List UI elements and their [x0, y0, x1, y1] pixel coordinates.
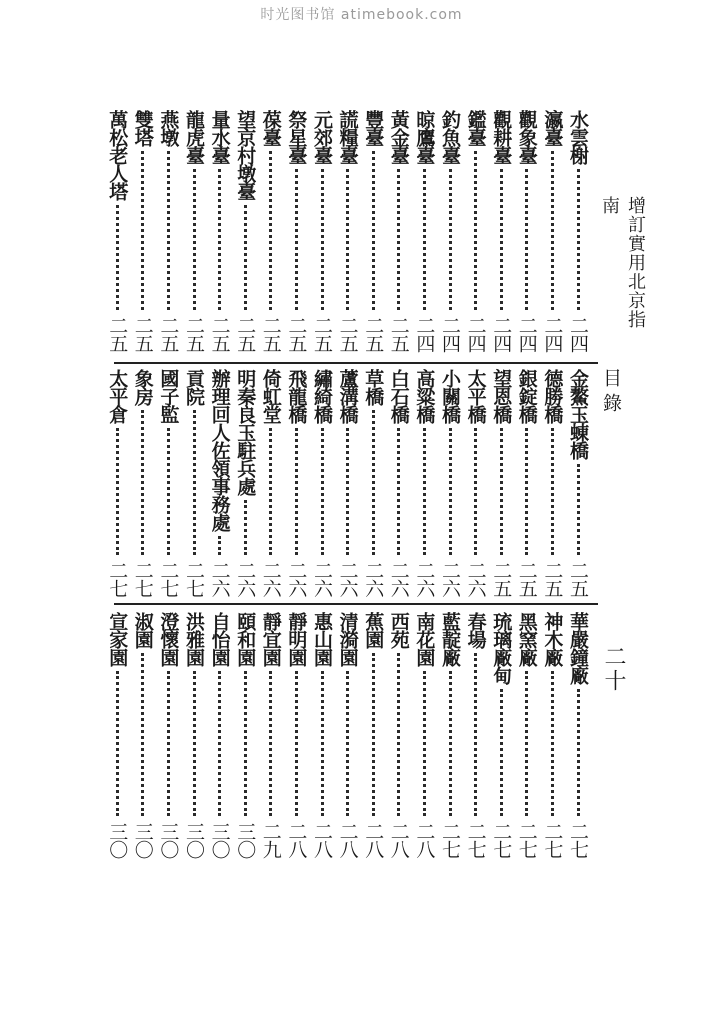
toc-entry-title: 惠山園 — [311, 612, 333, 666]
toc-entry-page: 二八 — [362, 822, 385, 858]
toc-entry-page: 二五 — [567, 561, 589, 597]
toc-entry — [464, 612, 488, 858]
toc-entry — [259, 612, 283, 858]
dot-leader — [397, 428, 400, 555]
toc-entry — [489, 369, 513, 597]
dot-leader — [423, 169, 426, 310]
toc-entry-title: 春場 — [464, 612, 487, 648]
dot-leader — [577, 464, 580, 555]
toc-entry — [156, 369, 180, 597]
dot-leader — [244, 671, 247, 816]
toc-entry — [515, 369, 539, 597]
toc-entry — [131, 612, 155, 858]
toc-entry — [182, 612, 206, 858]
toc-entry-page: 二八 — [285, 822, 308, 858]
toc-entry — [566, 369, 590, 597]
toc-entry-title: 小關橋 — [439, 369, 461, 423]
dot-leader — [500, 428, 503, 555]
dot-leader — [141, 653, 144, 816]
toc-entry-page: 三〇 — [183, 822, 205, 858]
dot-leader — [295, 671, 298, 816]
toc-entry-page: 二六 — [387, 561, 410, 597]
toc-entry-page: 二九 — [259, 822, 282, 858]
dot-leader — [167, 671, 170, 816]
toc-band-1 — [0, 110, 723, 352]
dot-leader — [346, 428, 349, 555]
toc-entry-title: 貢院 — [183, 369, 205, 405]
toc-entry-page: 二六 — [362, 561, 385, 597]
dot-leader — [321, 169, 324, 310]
dot-leader — [449, 169, 452, 310]
toc-entry — [259, 369, 283, 597]
toc-entry — [361, 110, 385, 352]
toc-entry — [515, 110, 539, 352]
toc-entry — [540, 612, 564, 858]
toc-entry-page: 二八 — [336, 822, 359, 858]
toc-entry — [464, 369, 488, 597]
toc-entry-page: 二五 — [234, 316, 257, 352]
toc-entry — [336, 369, 360, 597]
toc-entry-title: 草橋 — [362, 369, 385, 405]
toc-entry-title: 高粱橋 — [413, 369, 436, 423]
dot-leader — [397, 653, 400, 816]
toc-entry-page: 二五 — [490, 561, 513, 597]
toc-entry — [156, 110, 180, 352]
toc-entry-title: 望京村墩臺 — [234, 110, 257, 200]
toc-entry-title: 神木廠 — [541, 612, 564, 666]
toc-entry — [156, 612, 180, 858]
toc-entry-title: 雙塔 — [131, 110, 154, 146]
toc-entry-page: 二五 — [362, 316, 385, 352]
toc-entry-title: 宣家園 — [106, 612, 129, 666]
toc-entry-page: 二七 — [515, 822, 538, 858]
section-divider-bottom — [114, 603, 598, 605]
toc-entry — [310, 110, 334, 352]
dot-leader — [397, 169, 400, 310]
toc-entry-title: 龍虎臺 — [183, 110, 205, 164]
toc-entry-title: 白石橋 — [387, 369, 410, 423]
toc-entry — [233, 110, 257, 352]
toc-entry-page: 二五 — [311, 316, 333, 352]
toc-entry-title: 西苑 — [387, 612, 410, 648]
toc-entry-title: 辦理回人佐領事務處 — [208, 369, 231, 531]
toc-entry-page: 二七 — [183, 561, 205, 597]
toc-entry — [438, 612, 462, 858]
toc-entry-page: 二四 — [413, 316, 436, 352]
toc-entry-title: 澄懷園 — [157, 612, 180, 666]
toc-entry — [131, 110, 155, 352]
toc-entry-page: 三〇 — [157, 822, 180, 858]
toc-entry — [182, 110, 206, 352]
toc-entry — [438, 110, 462, 352]
dot-leader — [449, 428, 452, 555]
toc-entry — [540, 110, 564, 352]
dot-leader — [244, 500, 247, 555]
toc-entry — [310, 369, 334, 597]
toc-entry-title: 清漪園 — [336, 612, 359, 666]
toc-entry-title: 觀象臺 — [515, 110, 538, 164]
toc-entry-title: 明秦良玉駐兵處 — [234, 369, 257, 495]
toc-entry-title: 萬松老人塔 — [106, 110, 129, 200]
dot-leader — [372, 151, 375, 310]
toc-entry — [284, 110, 308, 352]
toc-entry — [105, 612, 129, 858]
toc-entry — [361, 612, 385, 858]
dot-leader — [577, 689, 580, 816]
dot-leader — [295, 169, 298, 310]
toc-entry-title: 太平橋 — [464, 369, 487, 423]
toc-entry-title: 國子監 — [157, 369, 180, 423]
toc-entry — [387, 612, 411, 858]
toc-entry — [464, 110, 488, 352]
toc-entry-page: 二七 — [490, 822, 513, 858]
toc-entry-page: 二六 — [311, 561, 333, 597]
toc-entry-page: 二八 — [413, 822, 436, 858]
toc-entry — [284, 612, 308, 858]
toc-entry — [412, 612, 436, 858]
dot-leader — [116, 671, 119, 816]
toc-entry-page: 三〇 — [106, 822, 129, 858]
dot-leader — [244, 205, 247, 310]
dot-leader — [577, 169, 580, 310]
dot-leader — [500, 689, 503, 816]
toc-entry-page: 二七 — [439, 822, 461, 858]
dot-leader — [372, 653, 375, 816]
toc-entry — [412, 110, 436, 352]
toc-entry-page: 二六 — [208, 561, 231, 597]
toc-entry-title: 謊糧臺 — [336, 110, 359, 164]
dot-leader — [321, 671, 324, 816]
dot-leader — [551, 428, 554, 555]
toc-entry-title: 量水臺 — [208, 110, 231, 164]
dot-leader — [372, 410, 375, 555]
toc-entry-title: 德勝橋 — [541, 369, 564, 423]
toc-entry-title: 象房 — [131, 369, 154, 405]
toc-entry — [131, 369, 155, 597]
dot-leader — [346, 671, 349, 816]
toc-entry-title: 瀛臺 — [541, 110, 564, 146]
dot-leader — [116, 205, 119, 310]
dot-leader — [193, 671, 196, 816]
dot-leader — [269, 671, 272, 816]
toc-entry-title: 洪雅園 — [183, 612, 205, 666]
toc-entry-page: 二四 — [490, 316, 513, 352]
toc-entry-page: 二四 — [567, 316, 589, 352]
toc-entry-title: 釣魚臺 — [439, 110, 461, 164]
toc-entry-title: 蕉園 — [362, 612, 385, 648]
dot-leader — [193, 410, 196, 555]
toc-entry-title: 鑑臺 — [464, 110, 487, 146]
toc-entry-title: 葆臺 — [259, 110, 282, 146]
dot-leader — [295, 428, 298, 555]
dot-leader — [551, 671, 554, 816]
toc-entry-page: 二五 — [336, 316, 359, 352]
toc-band-3 — [0, 612, 723, 858]
dot-leader — [218, 169, 221, 310]
running-title: 增訂實用北京指南 — [599, 196, 646, 329]
toc-entry-page: 二七 — [567, 822, 589, 858]
toc-entry — [105, 369, 129, 597]
toc-band-2 — [0, 369, 723, 597]
toc-entry — [412, 369, 436, 597]
toc-entry-title: 華嚴鐘廠 — [567, 612, 589, 684]
toc-entry-page: 三〇 — [208, 822, 231, 858]
toc-entry — [566, 612, 590, 858]
toc-entry-page: 二五 — [183, 316, 205, 352]
toc-entry — [208, 369, 232, 597]
toc-entry-title: 飛龍橋 — [285, 369, 308, 423]
toc-entry-title: 藍靛廠 — [439, 612, 461, 666]
toc-entry-page: 二五 — [106, 316, 129, 352]
toc-entry-title: 琉璃廠甸 — [490, 612, 513, 684]
toc-entry-page: 二七 — [541, 822, 564, 858]
toc-entry-page: 二八 — [311, 822, 333, 858]
toc-entry-page: 二六 — [439, 561, 461, 597]
toc-entry-title: 晾鷹臺 — [413, 110, 436, 164]
toc-entry-title: 南花園 — [413, 612, 436, 666]
toc-entry-title: 頤和園 — [234, 612, 257, 666]
toc-entry-page: 二六 — [234, 561, 257, 597]
toc-entry — [233, 369, 257, 597]
dot-leader — [218, 536, 221, 555]
toc-entry-page: 二五 — [131, 316, 154, 352]
toc-entry — [540, 369, 564, 597]
toc-entry-page: 二六 — [285, 561, 308, 597]
dot-leader — [500, 169, 503, 310]
toc-entry-title: 淑園 — [131, 612, 154, 648]
toc-entry-title: 自怡園 — [208, 612, 231, 666]
toc-entry — [387, 110, 411, 352]
dot-leader — [525, 169, 528, 310]
section-divider-top — [114, 362, 598, 364]
toc-entry-title: 元郊臺 — [311, 110, 333, 164]
toc-entry-title: 銀錠橋 — [515, 369, 538, 423]
toc-entry-page: 二六 — [259, 561, 282, 597]
dot-leader — [525, 428, 528, 555]
toc-entry — [438, 369, 462, 597]
toc-entry-title: 豐臺 — [362, 110, 385, 146]
section-label: 目錄 — [600, 368, 622, 418]
toc-entry — [182, 369, 206, 597]
dot-leader — [346, 169, 349, 310]
toc-entry — [233, 612, 257, 858]
dot-leader — [423, 428, 426, 555]
dot-leader — [551, 151, 554, 310]
toc-entry-title: 金鰲玉蝀橋 — [567, 369, 589, 459]
toc-entry-page: 二五 — [387, 316, 410, 352]
toc-entry-page: 二七 — [106, 561, 129, 597]
toc-entry-page: 二六 — [413, 561, 436, 597]
toc-entry — [336, 612, 360, 858]
toc-entry-title: 靜明園 — [285, 612, 308, 666]
dot-leader — [269, 151, 272, 310]
toc-entry-title: 靜宜園 — [259, 612, 282, 666]
toc-entry — [489, 110, 513, 352]
toc-entry — [259, 110, 283, 352]
dot-leader — [167, 151, 170, 310]
toc-entry-page: 二四 — [464, 316, 487, 352]
toc-entry — [336, 110, 360, 352]
toc-entry-title: 太平倉 — [106, 369, 129, 423]
dot-leader — [449, 671, 452, 816]
toc-entry — [566, 110, 590, 352]
toc-entry — [284, 369, 308, 597]
dot-leader — [141, 151, 144, 310]
toc-entry — [515, 612, 539, 858]
toc-entry — [208, 612, 232, 858]
toc-entry-page: 二五 — [515, 561, 538, 597]
dot-leader — [193, 169, 196, 310]
toc-entry-page: 二四 — [515, 316, 538, 352]
toc-entry-title: 水雲榭 — [567, 110, 589, 164]
toc-entry — [208, 110, 232, 352]
toc-entry-title: 蘆溝橋 — [336, 369, 359, 423]
toc-entry-page: 二七 — [464, 822, 487, 858]
toc-entry — [361, 369, 385, 597]
toc-entry-title: 黃金臺 — [387, 110, 410, 164]
dot-leader — [167, 428, 170, 555]
dot-leader — [218, 671, 221, 816]
toc-entry-title: 祭星臺 — [285, 110, 308, 164]
toc-entry-title: 燕墩 — [157, 110, 180, 146]
dot-leader — [474, 151, 477, 310]
toc-entry-page: 二五 — [259, 316, 282, 352]
toc-entry-title: 黑窯廠 — [515, 612, 538, 666]
dot-leader — [116, 428, 119, 555]
page-number: 二十 — [601, 645, 626, 693]
toc-entry-title: 望恩橋 — [490, 369, 513, 423]
toc-entry-title: 觀耕臺 — [490, 110, 513, 164]
toc-entry-page: 三〇 — [234, 822, 257, 858]
toc-entry — [310, 612, 334, 858]
toc-entry — [105, 110, 129, 352]
dot-leader — [321, 428, 324, 555]
toc-entry-title: 繡綺橋 — [311, 369, 333, 423]
toc-entry-page: 二八 — [387, 822, 410, 858]
dot-leader — [141, 410, 144, 555]
watermark: 时光图书馆 atimebook.com — [260, 7, 463, 23]
toc-entry-title: 倚虹堂 — [259, 369, 282, 423]
toc-entry — [489, 612, 513, 858]
toc-entry-page: 二六 — [464, 561, 487, 597]
toc-entry-page: 二七 — [131, 561, 154, 597]
toc-entry-page: 二六 — [336, 561, 359, 597]
toc-entry-page: 二五 — [157, 316, 180, 352]
dot-leader — [269, 428, 272, 555]
toc-entry — [387, 369, 411, 597]
toc-entry-page: 二七 — [157, 561, 180, 597]
toc-entry-page: 二五 — [541, 561, 564, 597]
toc-entry-page: 二五 — [208, 316, 231, 352]
dot-leader — [525, 671, 528, 816]
toc-entry-page: 二四 — [541, 316, 564, 352]
toc-entry-page: 三〇 — [131, 822, 154, 858]
dot-leader — [474, 428, 477, 555]
dot-leader — [423, 671, 426, 816]
toc-entry-page: 二五 — [285, 316, 308, 352]
dot-leader — [474, 653, 477, 816]
toc-entry-page: 二四 — [439, 316, 461, 352]
